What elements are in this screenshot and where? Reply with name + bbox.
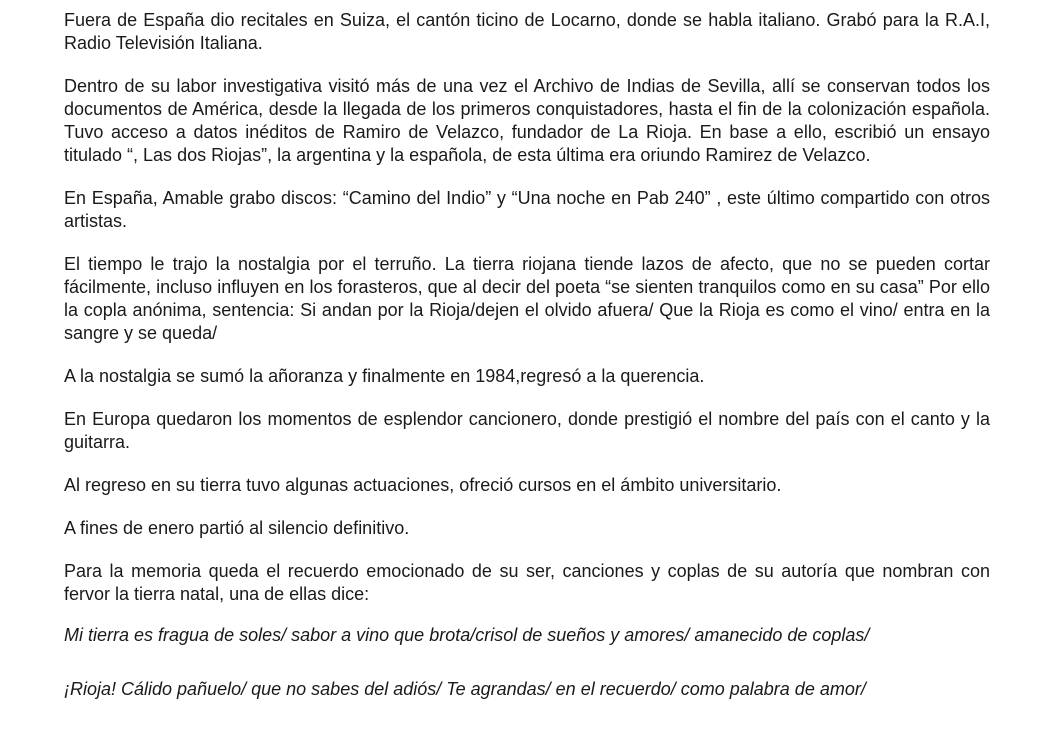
paragraph-switzerland-recitals: Fuera de España dio recitales en Suiza, el cantón ticino de Locarno, donde se habla italiano. Grabó para la R.A.I, Radio Televisión Italiana.: [64, 10, 990, 53]
paragraph-memory: Para la memoria queda el recuerdo emocionado de su ser, canciones y coplas de su autoría que nombran con fervor la tierra natal, una de ellas dice:: [64, 561, 990, 604]
verse-line-1: Mi tierra es fragua de soles/ sabor a vino que brota/crisol de sueños y amores/ amanecido de coplas/: [64, 625, 870, 645]
paragraph-nostalgia: El tiempo le trajo la nostalgia por el terruño. La tierra riojana tiende lazos de afecto, que no se pueden cortar fácilmente, incluso influyen en los forasteros, que al decir del poeta “se sienten tranquilos como en su casa” Por ello la copla anónima, sentencia: Si andan por la Rioja/dejen el olvido afuera/ Que la Rioja es como el vino/ entra en la sangre y se queda/: [64, 254, 990, 343]
verse-line-2: ¡Rioja! Cálido pañuelo/ que no sabes del adiós/ Te agrandas/ en el recuerdo/ como palabra de amor/: [64, 679, 866, 699]
paragraph-return-1984: A la nostalgia se sumó la añoranza y finalmente en 1984,regresó a la querencia.: [64, 366, 705, 386]
paragraph-university-courses: Al regreso en su tierra tuvo algunas actuaciones, ofreció cursos en el ámbito universitario.: [64, 475, 782, 495]
paragraph-spain-records: En España, Amable grabo discos: “Camino del Indio” y “Una noche en Pab 240” , este último compartido con otros artistas.: [64, 188, 990, 231]
paragraph-europe-splendor: En Europa quedaron los momentos de esplendor cancionero, donde prestigió el nombre del país con el canto y la guitarra.: [64, 409, 990, 452]
paragraph-archive-research: Dentro de su labor investigativa visitó más de una vez el Archivo de Indias de Sevilla, allí se conservan todos los documentos de América, desde la llegada de los primeros conquistadores, hasta el fin de la colonización española. Tuvo acceso a datos inéditos de Ramiro de Velazco, fundador de La Rioja. En base a ello, escribió un ensayo titulado “, Las dos Riojas”, la argentina y la española, de esta última era oriundo Ramirez de Velazco.: [64, 76, 990, 165]
document-body: [64, 9, 990, 701]
paragraph-passing: A fines de enero partió al silencio definitivo.: [64, 518, 410, 538]
